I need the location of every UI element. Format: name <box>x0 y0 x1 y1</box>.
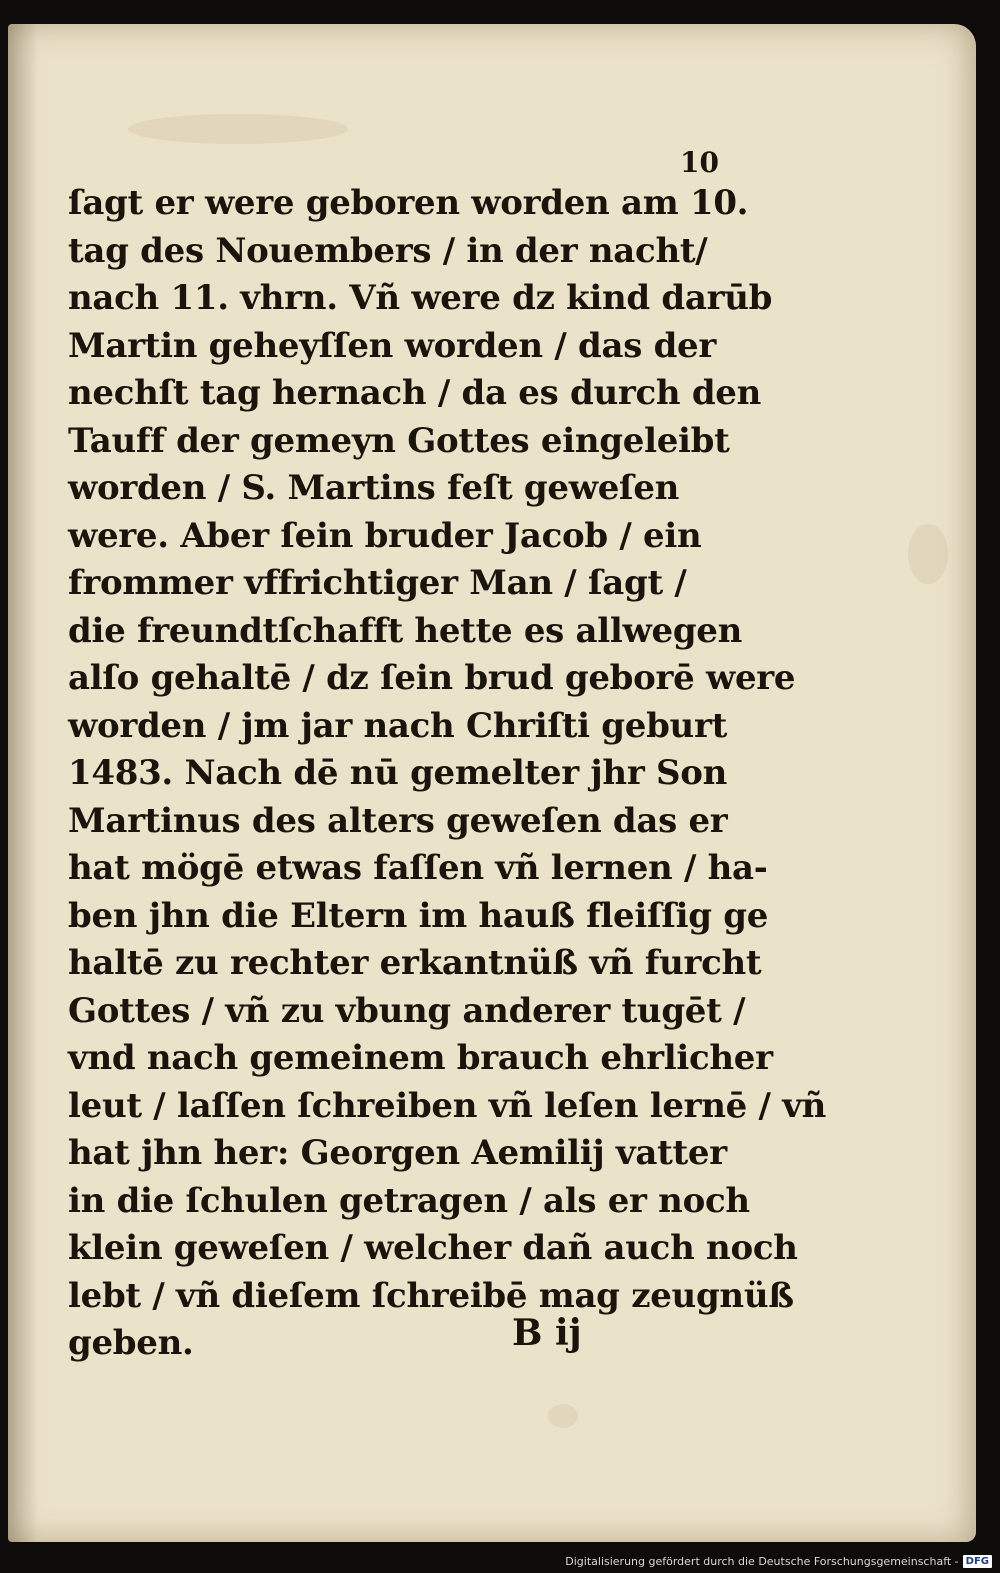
text-line: Gottes / vñ zu vbung anderer tugēt / <box>68 990 746 1031</box>
signature-mark: B ij <box>512 1312 582 1354</box>
text-line: ſagt er were geboren worden am 10. <box>68 183 749 223</box>
book-page <box>8 24 976 1542</box>
credit-text: Digitalisierung gefördert durch die Deutsche Forschungsgemeinschaft - <box>565 1554 959 1568</box>
text-line: alſo gehaltē / dz ſein brud geborē were <box>68 658 796 698</box>
text-line: vnd nach gemeinem brauch ehrlicher <box>68 1038 773 1078</box>
text-line: were. Aber ſein bruder Jacob / ein <box>68 515 702 556</box>
spine-shadow <box>8 24 38 1542</box>
text-line: Martinus des alters geweſen das er <box>68 800 728 841</box>
text-line: die freundtſchafft hette es allwegen <box>68 610 743 651</box>
text-line: worden / S. Martins feſt geweſen <box>68 468 680 508</box>
digitization-credit <box>0 1549 1000 1573</box>
text-line: Martin geheyſſen worden / das der <box>68 325 716 366</box>
text-line: Tauff der gemeyn Gottes eingeleibt <box>68 420 730 461</box>
text-line: frommer vffrichtiger Man / ſagt / <box>68 563 687 603</box>
text-line: nach 11. vhrn. Vñ were dz kind darūb <box>68 278 773 318</box>
text-line: hat mögē etwas faſſen vñ lernen / ha- <box>68 848 768 888</box>
text-line: tag des Nouembers / in der nacht/ <box>68 230 708 271</box>
dfg-logo: DFG <box>963 1555 992 1568</box>
paper-stain <box>548 1404 578 1428</box>
text-line: in die ſchulen getragen / als er noch <box>68 1180 750 1221</box>
text-line: lebt / vñ dieſem ſchreibē mag zeugnüß <box>68 1275 794 1316</box>
text-line: hat jhn her: Georgen Aemilij vatter <box>68 1133 727 1173</box>
body-text <box>68 180 827 1368</box>
text-line: nechſt tag hernach / da es durch den <box>68 373 762 413</box>
text-line: klein geweſen / welcher dañ auch noch <box>68 1228 798 1268</box>
text-line: leut / laſſen ſchreiben vñ leſen lernē / vñ <box>68 1085 827 1126</box>
text-line: 1483. Nach dē nū gemelter jhr Son <box>68 753 728 793</box>
text-line: ben jhn die Eltern im hauß fleiſſig ge <box>68 895 769 936</box>
text-line: haltē zu rechter erkantnüß vñ furcht <box>68 943 762 983</box>
text-line: geben. <box>68 1323 194 1363</box>
text-line: worden / jm jar nach Chriſti geburt <box>68 705 727 746</box>
paper-stain <box>908 524 948 584</box>
page-number: 10 <box>680 146 719 179</box>
paper-stain <box>128 114 348 144</box>
